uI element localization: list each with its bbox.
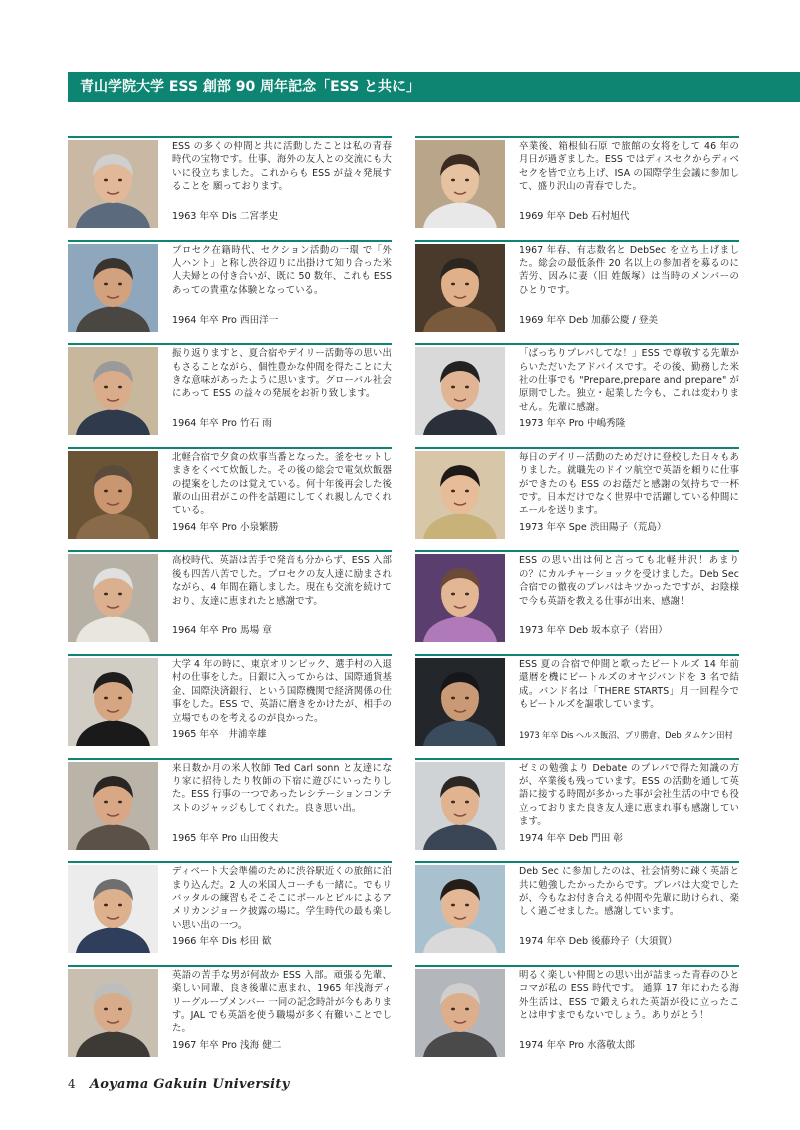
member-photo — [415, 554, 505, 642]
card-divider — [415, 343, 739, 345]
card-divider — [415, 447, 739, 449]
testimonial-text: ESS の多くの仲間と共に活動したことは私の青春時代の宝物です。仕事、海外の友人との交流にも大いに役立ちました。これからも ESS が益々発展することを 願っております。 — [172, 141, 392, 193]
member-photo — [415, 969, 505, 1057]
testimonial-text: プロセク在籍時代、セクション活動の一環 で「外人ハント」と称し渋谷辺りに出掛けて知り合った米人夫婦との付き合いが、既に 50 数年、これも ESS あっての貴重な体験となっている。 — [172, 244, 392, 296]
member-byline: 1969 年卒 Deb 加藤公慶 / 登美 — [519, 314, 659, 326]
member-byline: 1974 年卒 Pro 水落敬太郎 — [519, 1039, 635, 1051]
member-photo — [68, 451, 158, 539]
testimonial-text: ESS の思い出は何と言っても北軽井沢！あまりの？にカルチャーショックを受けました。Deb Sec 合宿での徹夜のプレパはキツかったですが、お陰様で今も英語を教える仕事が出来、感謝！ — [519, 555, 739, 607]
testimonial-text: ディベート大会準備のために渋谷駅近くの旅館に泊まり込んだ。2 人の米国人コーチも一緒に。でもリバッタルの練習もそこそこにボールとビルによるアメリカンジョーク披露の場に。学生時代の最も楽しい思い出の一つ。 — [172, 866, 392, 931]
member-photo — [68, 865, 158, 953]
card-divider — [68, 965, 392, 967]
member-byline: 1964 年卒 Pro 西田洋一 — [172, 314, 279, 326]
testimonial-text: ゼミの勉強より Debate のプレパで得た知識の方が、卒業後も残っています。ESS の活動を通して英語に接する時間が多かった事が会社生活の中でも役立っておりまた良き友人達に恵まれ事も感謝しています。 — [519, 762, 739, 828]
card-divider — [68, 447, 392, 449]
member-byline: 1965 年卒 Pro 山田俊夫 — [172, 832, 279, 844]
member-photo — [415, 451, 505, 539]
testimonial-card — [415, 136, 739, 240]
page-footer — [68, 1074, 290, 1094]
member-byline: 1964 年卒 Pro 竹石 雨 — [172, 418, 272, 430]
testimonial-grid — [68, 136, 741, 1068]
member-byline: 1963 年卒 Dis 二宮孝史 — [172, 211, 279, 222]
testimonial-text: 来日数か月の米人牧師 Ted Carl sonn と友達になり家に招待したり牧師の下宿に遊びにいったりした。ESS 行事の一つであったレシテーションコンテストのジャッジもしてくれた。良き思い出。 — [172, 762, 392, 814]
member-byline: 1965 年卒 井浦幸雄 — [172, 728, 267, 740]
member-photo — [415, 865, 505, 953]
testimonial-card — [415, 861, 739, 965]
testimonial-card — [68, 654, 392, 758]
testimonial-card — [68, 447, 392, 551]
member-photo — [415, 244, 505, 332]
testimonial-card — [68, 240, 392, 344]
testimonial-row — [68, 447, 741, 551]
testimonial-card — [68, 758, 392, 862]
member-photo — [68, 762, 158, 850]
testimonial-row — [68, 240, 741, 344]
testimonial-card — [68, 343, 392, 447]
member-photo — [415, 762, 505, 850]
testimonial-row — [68, 861, 741, 965]
testimonial-card — [68, 136, 392, 240]
testimonial-card — [415, 240, 739, 344]
testimonial-text: 毎日のデイリー活動のためだけに登校した日々もありました。就職先のドイツ航空で英語を頼りに仕事ができたのも ESS のお蔭だと感謝の気持ちで一杯です。日本だけでなく世界中で活躍している仲間にエールを送ります。 — [519, 451, 739, 517]
member-photo — [68, 347, 158, 435]
member-byline: 1973 年卒 Spe 渋田陽子（荒島） — [519, 521, 667, 533]
page-header-bar — [68, 72, 800, 102]
page-title: 青山学院大学 ESS 創部 90 周年記念「ESS と共に」 — [80, 79, 421, 95]
member-photo — [68, 969, 158, 1057]
testimonial-card — [415, 965, 739, 1069]
member-byline: 1974 年卒 Deb 後藤玲子（大須賀） — [519, 936, 678, 948]
card-divider — [415, 550, 739, 552]
testimonial-text: 高校時代、英語は苦手で発音も分からず、ESS 入部後も四苦八苦でした。プロセクの友人達に励まされ ながら、4 年間在籍しました。現在も交流を続けており、友達に恵まれたと感謝です。 — [172, 555, 392, 607]
testimonial-card — [68, 861, 392, 965]
testimonial-card — [415, 654, 739, 758]
member-photo — [415, 658, 505, 746]
testimonial-row — [68, 550, 741, 654]
card-divider — [415, 136, 739, 138]
testimonial-card — [415, 758, 739, 862]
testimonial-text: 明るく楽しい仲間との思い出が詰まった青春のひとコマが私の ESS 時代です。 通算 17 年にわたる海外生活は、ESS で鍛えられた英語が役に立ったことは申すまでもないでしょう。ありがとう！ — [519, 969, 739, 1021]
testimonial-row — [68, 343, 741, 447]
testimonial-text: ESS 夏の合宿で仲間と歌ったビートルズ 14 年前 還暦を機にビートルズのオヤジバンドを 3 名で結成。バンド名は「THERE STARTS」月一回程今でもビートルズを謳歌しています。 — [519, 658, 739, 711]
member-photo — [415, 347, 505, 435]
card-divider — [68, 654, 392, 656]
member-byline: 1967 年卒 Pro 浅海 健二 — [172, 1039, 282, 1051]
card-divider — [415, 654, 739, 656]
card-divider — [415, 758, 739, 760]
member-byline: 1964 年卒 Pro 馬場 章 — [172, 625, 272, 637]
card-divider — [68, 136, 392, 138]
page-number: 4 — [68, 1077, 76, 1091]
member-photo — [68, 140, 158, 228]
card-divider — [415, 861, 739, 863]
member-byline: 1973 年卒 Dis ヘルス飯沼、ブリ勝倉、Deb タムケン田村 — [519, 729, 733, 740]
testimonial-text: 大学 4 年の時に、東京オリンピック、選手村の入退村の仕事をした。日銀に入ってからは、国際通貨基金、国際決済銀行、という国際機関で経済関係の仕事をした。ESS で、英語に磨きをかけたが、相手の立場でものを考えるのが良かった。 — [172, 658, 392, 724]
member-byline: 1969 年卒 Deb 石村旭代 — [519, 211, 630, 222]
card-divider — [415, 240, 739, 242]
testimonial-text: 振り返りますと、夏合宿やデイリー活動等の思い出もさることながら、個性豊かな仲間を得たことに大きな意味があったように思います。グローバル社会にあって ESS の益々の発展をお祈り致します。 — [172, 348, 392, 400]
card-divider — [68, 861, 392, 863]
member-byline: 1966 年卒 Dis 杉田 歓 — [172, 936, 272, 948]
testimonial-text: 英語の苦手な男が何故か ESS 入部。頑張る先輩、楽しい同輩、良き後輩に恵まれ、1965 年浅海ディリーグループメンバー 一同の記念時計が今もあります。JAL でも英語を使う職場が多く有難いことでした。 — [172, 969, 392, 1035]
testimonial-card — [415, 550, 739, 654]
testimonial-card — [415, 447, 739, 551]
card-divider — [415, 965, 739, 967]
card-divider — [68, 758, 392, 760]
member-photo — [68, 244, 158, 332]
testimonial-card — [68, 550, 392, 654]
university-wordmark: Aoyama Gakuin University — [89, 1077, 290, 1092]
member-photo — [68, 658, 158, 746]
testimonial-text: 1967 年春、有志数名と DebSec を立ち上げました。総会の最低条件 20 名以上の参加者を募るのに苦労、因みに妻（旧 姓飯塚）は当時のメンバーのひとりです。 — [519, 244, 739, 296]
card-divider — [68, 550, 392, 552]
member-byline: 1973 年卒 Pro 中嶋秀隆 — [519, 418, 626, 430]
card-divider — [68, 343, 392, 345]
testimonial-card — [415, 343, 739, 447]
testimonial-card — [68, 965, 392, 1069]
member-photo — [415, 140, 505, 228]
testimonial-row — [68, 136, 741, 240]
testimonial-text: 卒業後、箱根仙石原 で旅館の女将をして 46 年の月日が過ぎました。ESS ではディスセクからディベセクを皆で立ち上げ、ISA の国際学生会議に参加して、盛り沢山の青春でした。 — [519, 141, 739, 193]
testimonial-text: Deb Sec に参加したのは、社会情勢に疎く英語と共に勉強したかったからです。プレパは大変でしたが、今もなお付き合える仲間や先輩に助けられ、楽しく過ごせました。感謝しています。 — [519, 866, 739, 918]
card-divider — [68, 240, 392, 242]
testimonial-text: 「ばっちりプレパしてな！」ESS で尊敬する先輩からいただいたアドバイスです。その後、勤務した米社の仕事でも "Prepare,prepare and prepare" が原則でした。独立・起業した今も、これは変わりません。先輩に感謝。 — [519, 348, 739, 413]
member-byline: 1974 年卒 Deb 門田 彰 — [519, 832, 623, 844]
member-photo — [68, 554, 158, 642]
testimonial-text: 北軽合宿で夕食の炊事当番となった。釜をセットしまきをくべて炊飯した。その後の総会で電気炊飯器の提案をしたのは覚えている。何十年後再会した後輩の山田君がこの件を話題にしてくれ親しんでくれている。 — [172, 451, 392, 517]
member-byline: 1973 年卒 Deb 坂本京子（岩田） — [519, 625, 668, 637]
testimonial-row — [68, 758, 741, 862]
testimonial-row — [68, 654, 741, 758]
member-byline: 1964 年卒 Pro 小泉繁勝 — [172, 521, 279, 533]
testimonial-row — [68, 965, 741, 1069]
